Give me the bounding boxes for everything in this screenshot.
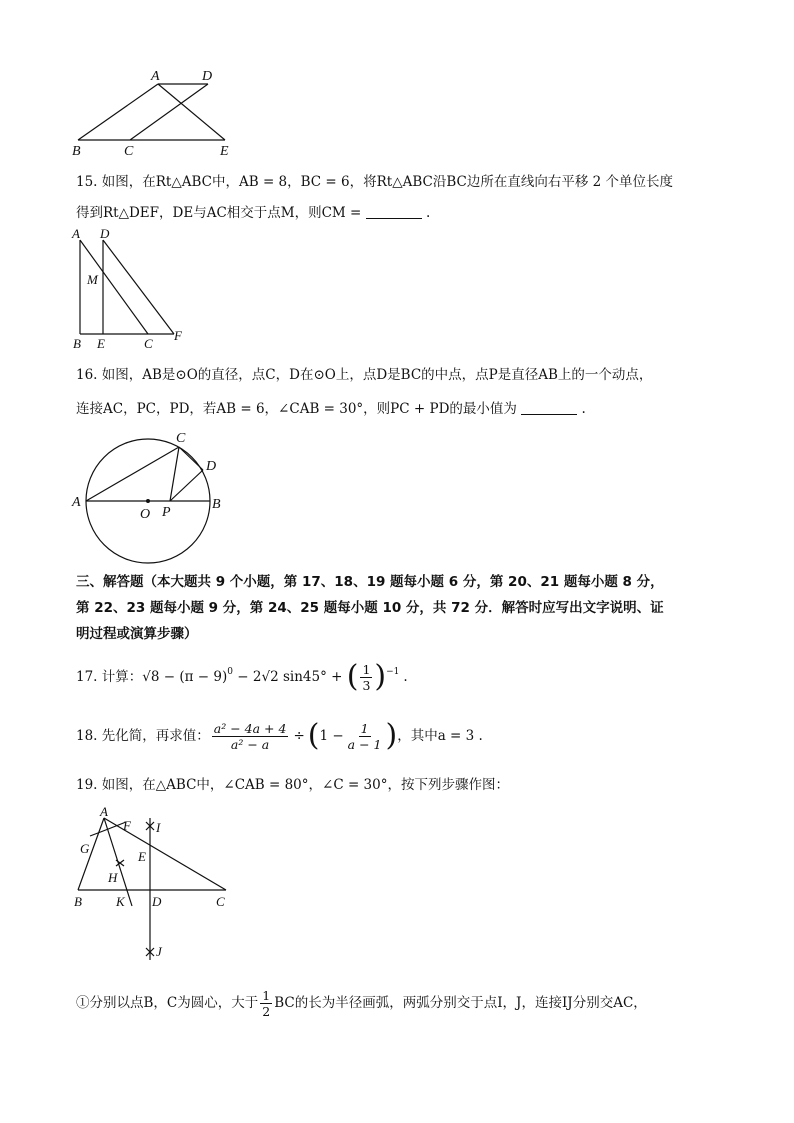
label-F: F bbox=[123, 818, 131, 833]
q18-frac-den: a² − a bbox=[230, 736, 270, 752]
q16-answer-blank[interactable] bbox=[521, 400, 577, 415]
q17-expr-part1: √8 − (π − 9) bbox=[142, 669, 228, 685]
q18-suffix: ，其中a = 3 . bbox=[397, 728, 483, 744]
q17-expr-part2: − 2√2 sin45° + bbox=[232, 669, 347, 685]
section-3-line1: 三、解答题（本大题共 9 个小题，第 17、18、19 题每小题 6 分，第 20、21 题每小题 8 分， bbox=[76, 574, 664, 590]
segment-CD bbox=[179, 447, 203, 470]
q18-inner-fraction bbox=[346, 721, 384, 752]
q19-step1-part2: BC的长为半径画弧，两弧分别交于点I，J，连接IJ分别交AC， bbox=[274, 995, 647, 1011]
q19-step1-fraction bbox=[260, 988, 272, 1019]
label-D: D bbox=[100, 226, 110, 241]
q19-line1: 19. 如图，在△ABC中，∠CAB = 80°，∠C = 30°，按下列步骤作图： bbox=[76, 777, 509, 793]
q17-fraction bbox=[360, 662, 372, 693]
q17-exponent-neg1: −1 bbox=[386, 667, 400, 677]
figure-q15 bbox=[66, 224, 196, 352]
q19-step1-frac-den: 2 bbox=[262, 1003, 271, 1019]
label-P: P bbox=[162, 505, 171, 520]
segment-BA bbox=[78, 84, 158, 140]
center-point-O bbox=[146, 499, 150, 503]
segment-AC bbox=[86, 447, 179, 501]
label-E: E bbox=[138, 849, 146, 864]
label-C: C bbox=[216, 894, 225, 909]
segment-DC bbox=[130, 84, 208, 140]
label-J: J bbox=[156, 944, 162, 959]
q17 bbox=[76, 659, 408, 694]
label-C: C bbox=[124, 144, 134, 158]
label-A: A bbox=[151, 69, 160, 84]
q17-exponent-zero: 0 bbox=[227, 667, 233, 677]
figure-q16 bbox=[66, 428, 236, 564]
section-3-line2: 第 22、23 题每小题 9 分，第 24、25 题每小题 10 分，共 72 分．解答时应写出文字说明、证 bbox=[76, 600, 664, 616]
label-A: A bbox=[72, 495, 81, 510]
q18-divide: ÷ bbox=[293, 728, 305, 744]
label-B: B bbox=[74, 894, 82, 909]
q15-line2-end: . bbox=[425, 205, 431, 221]
label-D: D bbox=[206, 459, 217, 474]
q19-step1 bbox=[76, 986, 647, 1020]
q16-line2-end: . bbox=[581, 401, 586, 417]
q16-line1: 16. 如图，AB是⊙O的直径，点C，D在⊙O上，点D是BC的中点，点P是直径AB上的一个动点， bbox=[76, 367, 653, 383]
q15-line2 bbox=[76, 203, 430, 223]
label-B: B bbox=[73, 336, 81, 351]
label-D: D bbox=[152, 894, 162, 909]
arc-GF bbox=[90, 822, 126, 836]
q18-inner-num: 1 bbox=[360, 720, 369, 736]
label-D: D bbox=[202, 69, 213, 84]
label-M: M bbox=[87, 272, 98, 287]
q16-line2 bbox=[76, 399, 586, 419]
q18-inner-den: a − 1 bbox=[347, 736, 382, 752]
q16-line2-text: 连接AC，PC，PD，若AB = 6，∠CAB = 30°，则PC + PD的最小值为 bbox=[76, 401, 517, 417]
q17-prefix: 17. 计算： bbox=[76, 669, 143, 685]
label-B: B bbox=[212, 497, 221, 512]
label-K: K bbox=[116, 894, 125, 909]
label-C: C bbox=[144, 336, 153, 351]
label-F: F bbox=[174, 328, 182, 343]
label-B: B bbox=[72, 144, 81, 158]
q17-frac-num: 1 bbox=[362, 661, 371, 677]
q18-left-paren: ( bbox=[307, 718, 320, 753]
q17-frac-den: 3 bbox=[362, 677, 371, 693]
q15-line2-text: 得到Rt△DEF，DE与AC相交于点M，则CM = bbox=[76, 205, 362, 221]
q18-fraction bbox=[212, 721, 289, 752]
q18-right-paren: ) bbox=[385, 718, 398, 753]
q19-step1-frac-num: 1 bbox=[262, 987, 271, 1003]
q18-inner-one: 1 − bbox=[319, 728, 344, 744]
label-G: G bbox=[80, 841, 90, 856]
q15-answer-blank[interactable] bbox=[366, 204, 422, 219]
label-E: E bbox=[97, 336, 105, 351]
q17-left-paren: ( bbox=[346, 659, 359, 694]
q17-right-paren: ) bbox=[374, 659, 387, 694]
figure-q14 bbox=[60, 62, 260, 158]
label-O: O bbox=[140, 507, 151, 522]
figure-q19 bbox=[66, 806, 246, 968]
label-A: A bbox=[72, 226, 80, 241]
q15-line1: 15. 如图，在Rt△ABC中，AB = 8，BC = 6，将Rt△ABC沿BC边所在直线向右平移 2 个单位长度 bbox=[76, 174, 674, 190]
q18-prefix: 18. 先化简，再求值： bbox=[76, 728, 210, 744]
label-I: I bbox=[156, 820, 161, 835]
label-C: C bbox=[176, 431, 186, 446]
q19-step1-part1: ①分别以点B，C为圆心，大于 bbox=[76, 995, 259, 1011]
segment-CP bbox=[170, 447, 179, 501]
q17-end: . bbox=[403, 669, 408, 685]
q18 bbox=[76, 718, 483, 754]
section-3-heading bbox=[76, 569, 726, 647]
label-A: A bbox=[100, 806, 108, 819]
label-H: H bbox=[108, 870, 118, 885]
label-E: E bbox=[220, 144, 229, 158]
q18-frac-num: a² − 4a + 4 bbox=[213, 720, 287, 736]
section-3-line3: 明过程或演算步骤） bbox=[76, 626, 198, 642]
